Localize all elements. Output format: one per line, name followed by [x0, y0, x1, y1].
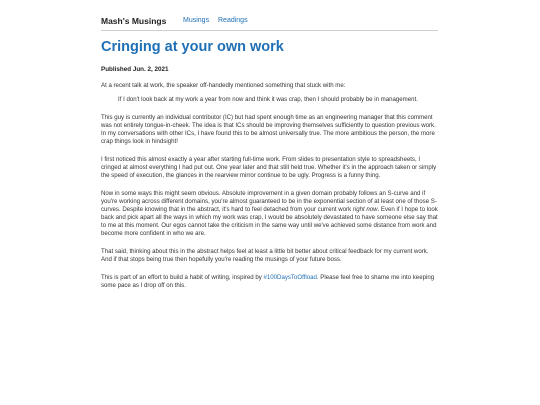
paragraph-6 — [101, 274, 438, 290]
paragraph-4-text-a: Now in some ways this might seem obvious. Absolute improvement in a given domain probably follows an S-curve and if you're working across different domains, you're almost guaranteed to be in the exponential section of at least one of those S-curves. Despite knowing that in the abstract, it's hard to feel detached from your current work — [101, 190, 437, 213]
paragraph-3: I first noticed this almost exactly a year after starting full-time work. From slides to presentation style to spreadsheets, I cringed at almost everything I had put out. One year later and that still held true. Whether it's in the approach taken or simply the speed of execution, the glances in the rearview mirror continue to be ugly. Progress is a funny thing. — [101, 156, 437, 179]
paragraph-4-emphasis: right now — [352, 206, 378, 213]
paragraph-6-text-b: . Please feel free to shame me into keeping some pace as I drop off on this. — [101, 274, 435, 289]
block-quote: If I don't look back at my work a year from now and think it was crap, then I should probably be in management. — [118, 96, 418, 103]
nav-link-readings[interactable]: Readings — [218, 17, 248, 24]
paragraph-6-text-a: This is part of an effort to build a habit of writing, inspired by — [101, 274, 264, 281]
post-content — [101, 37, 438, 290]
paragraph-5: That said, thinking about this in the abstract helps feel at least a little bit better about critical feedback for my current work. And if that stops being true then hopefully you're reading the musings of your future boss. — [101, 248, 429, 263]
paragraph-intro: At a recent talk at work, the speaker off-handedly mentioned something that stuck with me: — [101, 82, 346, 89]
post-title: Cringing at your own work — [101, 39, 284, 55]
site-header — [101, 14, 438, 31]
paragraph-4-text-b: . Even if I hope to look back and pick apart all the ways in which my work was crap, I would be absolutely devastated to have someone else say that to me at this moment. Our egos cannot take the criticism in the same way until we've achieved some distance from work and become more confident in who we are. — [101, 206, 438, 237]
paragraph-2: This guy is currently an individual contributor (IC) but had spent enough time as an engineering manager that this comment was not entirely tongue-in-cheek. The idea is that ICs should be improving themselves sufficiently to question previous work. In my conversations with other ICs, I have found this to be almost universally true. The more ambitious the person, the more crap things look in hindsight! — [101, 114, 436, 145]
hashtag-link[interactable]: #100DaysToOffload — [263, 274, 317, 281]
site-title[interactable]: Mash's Musings — [101, 16, 167, 26]
nav-link-musings[interactable]: Musings — [183, 17, 210, 24]
paragraph-4 — [101, 190, 438, 238]
published-date: Published Jun. 2, 2021 — [101, 66, 169, 73]
